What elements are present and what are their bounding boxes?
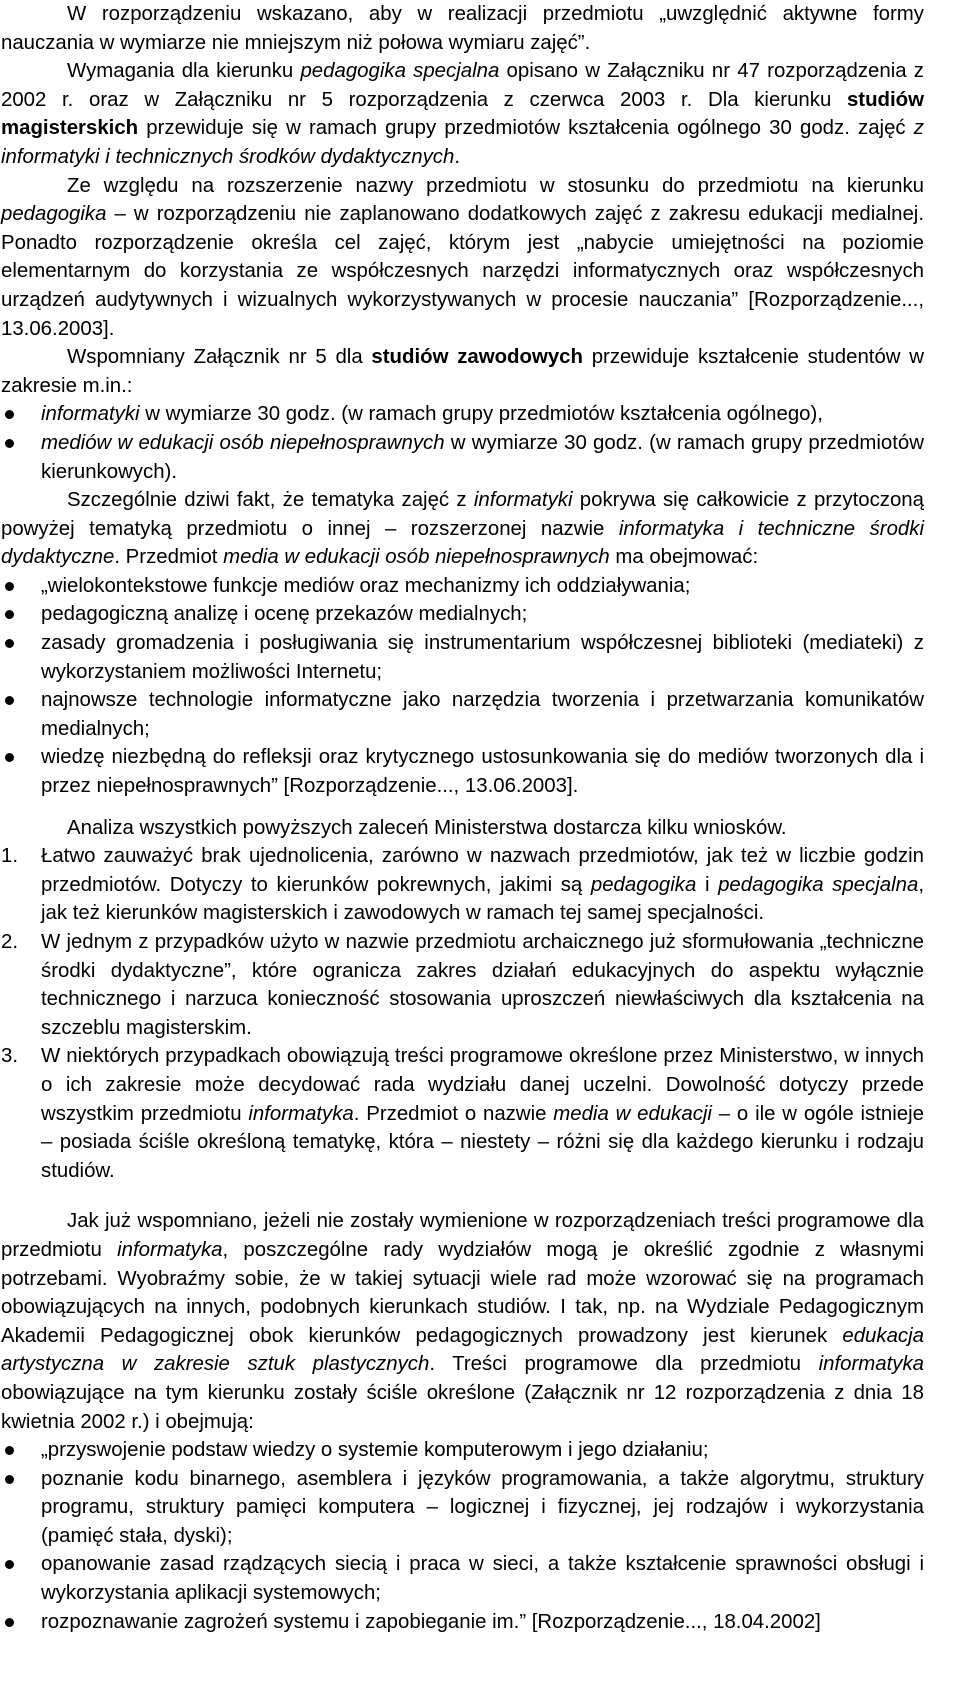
- paragraph-1: W rozporządzeniu wskazano, aby w realizacji przedmiotu „uwzględnić aktywne formy nauczania w wymiarze nie mniejszym niż połowa wymiaru zajęć”.: [1, 3, 924, 54]
- list-item: mediów w edukacji osób niepełnosprawnych w wymiarze 30 godz. (w ramach grupy przedmiotów kierunkowych).: [1, 429, 924, 486]
- numbered-list: [1, 842, 924, 1185]
- bullet-icon: [5, 410, 14, 419]
- bullet-icon: [5, 639, 14, 648]
- list-item: opanowanie zasad rządzących siecią i praca w sieci, a także kształcenie sprawności obsługi i wykorzystania aplikacji systemowych;: [1, 1550, 924, 1607]
- list-item: „przyswojenie podstaw wiedzy o systemie komputerowym i jego działaniu;: [1, 1436, 924, 1465]
- bullet-list-1: [1, 400, 924, 486]
- bullet-icon: [5, 696, 14, 705]
- list-item: informatyki w wymiarze 30 godz. (w ramach grupy przedmiotów kształcenia ogólnego),: [1, 400, 924, 429]
- list-item: pedagogiczną analizę i ocenę przekazów medialnych;: [1, 600, 924, 629]
- list-item: najnowsze technologie informatyczne jako narzędzia tworzenia i przetwarzania komunikatów medialnych;: [1, 686, 924, 743]
- bullet-icon: [5, 1475, 14, 1484]
- bullet-icon: [5, 753, 14, 762]
- paragraph-4: Wspomniany Załącznik nr 5 dla studiów zawodowych przewiduje kształcenie studentów w zakresie m.in.:: [1, 346, 924, 397]
- bullet-icon: [5, 439, 14, 448]
- list-item: wiedzę niezbędną do refleksji oraz krytycznego ustosunkowania się do mediów tworzonych dla i przez niepełnosprawnych” [Rozporządzenie..., 13.06.2003].: [1, 743, 924, 800]
- bullet-icon: [5, 1560, 14, 1569]
- numbered-item: 1. Łatwo zauważyć brak ujednolicenia, zarówno w nazwach przedmiotów, jak też w liczbie godzin przedmiotów. Dotyczy to kierunków pokrewnych, jakimi są pedagogika i pedagogika specjalna, jak też kierunków magisterskich i zawodowych w ramach tej samej specjalności.: [1, 845, 924, 925]
- bullet-icon: [5, 1618, 14, 1627]
- paragraph-5: Szczególnie dziwi fakt, że tematyka zajęć z informatyki pokrywa się całkowicie z przytoczoną powyżej tematyką przedmiotu o innej – rozszerzonej nazwie informatyka i techniczne środki dydaktyczne. Przedmiot media w edukacji osób niepełnosprawnych ma obejmować:: [1, 489, 924, 569]
- list-item: „wielokontekstowe funkcje mediów oraz mechanizmy ich oddziaływania;: [1, 572, 924, 601]
- list-item: zasady gromadzenia i posługiwania się instrumentarium współczesnej biblioteki (mediateki) z wykorzystaniem możliwości Internetu;: [1, 629, 924, 686]
- bullet-icon: [5, 1446, 14, 1455]
- bullet-list-3: [1, 1436, 924, 1636]
- paragraph-6: Analiza wszystkich powyższych zaleceń Ministerstwa dostarcza kilku wniosków.: [67, 816, 787, 839]
- paragraph-7: Jak już wspomniano, jeżeli nie zostały wymienione w rozporządzeniach treści programowe dla przedmiotu informatyka, poszczególne rady wydziałów mogą je określić zgodnie z własnymi potrzebami. Wyobraźmy sobie, że w takiej sytuacji wiele rad może wzorować się na programach obowiązujących na innych, podobnych kierunkach studiów. I tak, np. na Wydziale Pedagogicznym Akademii Pedagogicznej obok kierunków pedagogicznych prowadzony jest kierunek edukacja artystyczna w zakresie sztuk plastycznych. Treści programowe dla przedmiotu informatyka obowiązujące na tym kierunku zostały ściśle określone (Załącznik nr 12 rozporządzenia z dnia 18 kwietnia 2002 r.) i obejmują:: [1, 1210, 924, 1433]
- paragraph-2: Wymagania dla kierunku pedagogika specjalna opisano w Załączniku nr 47 rozporządzenia z 2002 r. oraz w Załączniku nr 5 rozporządzenia z czerwca 2003 r. Dla kierunku studiów magisterskich przewiduje się w ramach grupy przedmiotów kształcenia ogólnego 30 godz. zajęć z informatyki i technicznych środków dydaktycznych.: [1, 60, 924, 168]
- list-item: poznanie kodu binarnego, asemblera i języków programowania, a także algorytmu, struktury programu, struktury pamięci komputera – logicznej i fizycznej, jej rodzajów i wykorzystania (pamięć stała, dyski);: [1, 1465, 924, 1551]
- numbered-item: 2. W jednym z przypadków użyto w nazwie przedmiotu archaicznego już sformułowania „techniczne środki dydaktyczne”, które ogranicza zakres działań edukacyjnych do aspektu wyłącznie technicznego i narzuca konieczność stosowania uproszczeń niewłaściwych dla kształcenia na szczeblu magisterskim.: [1, 931, 924, 1039]
- paragraph-3: Ze względu na rozszerzenie nazwy przedmiotu w stosunku do przedmiotu na kierunku pedagogika – w rozporządzeniu nie zaplanowano dodatkowych zajęć z zakresu edukacji medialnej. Ponadto rozporządzenie określa cel zajęć, którym jest „nabycie umiejętności na poziomie elementarnym do korzystania ze współczesnych narzędzi informatycznych oraz współczesnych urządzeń audytywnych i wizualnych wykorzystywanych w procesie nauczania” [Rozporządzenie..., 13.06.2003].: [1, 174, 924, 340]
- bullet-icon: [5, 582, 14, 591]
- bullet-icon: [5, 610, 14, 619]
- numbered-item: 3. W niektórych przypadkach obowiązują treści programowe określone przez Ministerstwo, w innych o ich zakresie może decydować rada wydziału danej uczelni. Dowolność dotyczy przede wszystkim przedmiotu informatyka. Przedmiot o nazwie media w edukacji – o ile w ogóle istnieje – posiada ściśle określoną tematykę, która – niestety – różni się dla każdego kierunku i rodzaju studiów.: [1, 1045, 924, 1182]
- list-item: rozpoznawanie zagrożeń systemu i zapobieganie im.” [Rozporządzenie..., 18.04.2002]: [1, 1608, 924, 1637]
- bullet-list-2: [1, 572, 924, 801]
